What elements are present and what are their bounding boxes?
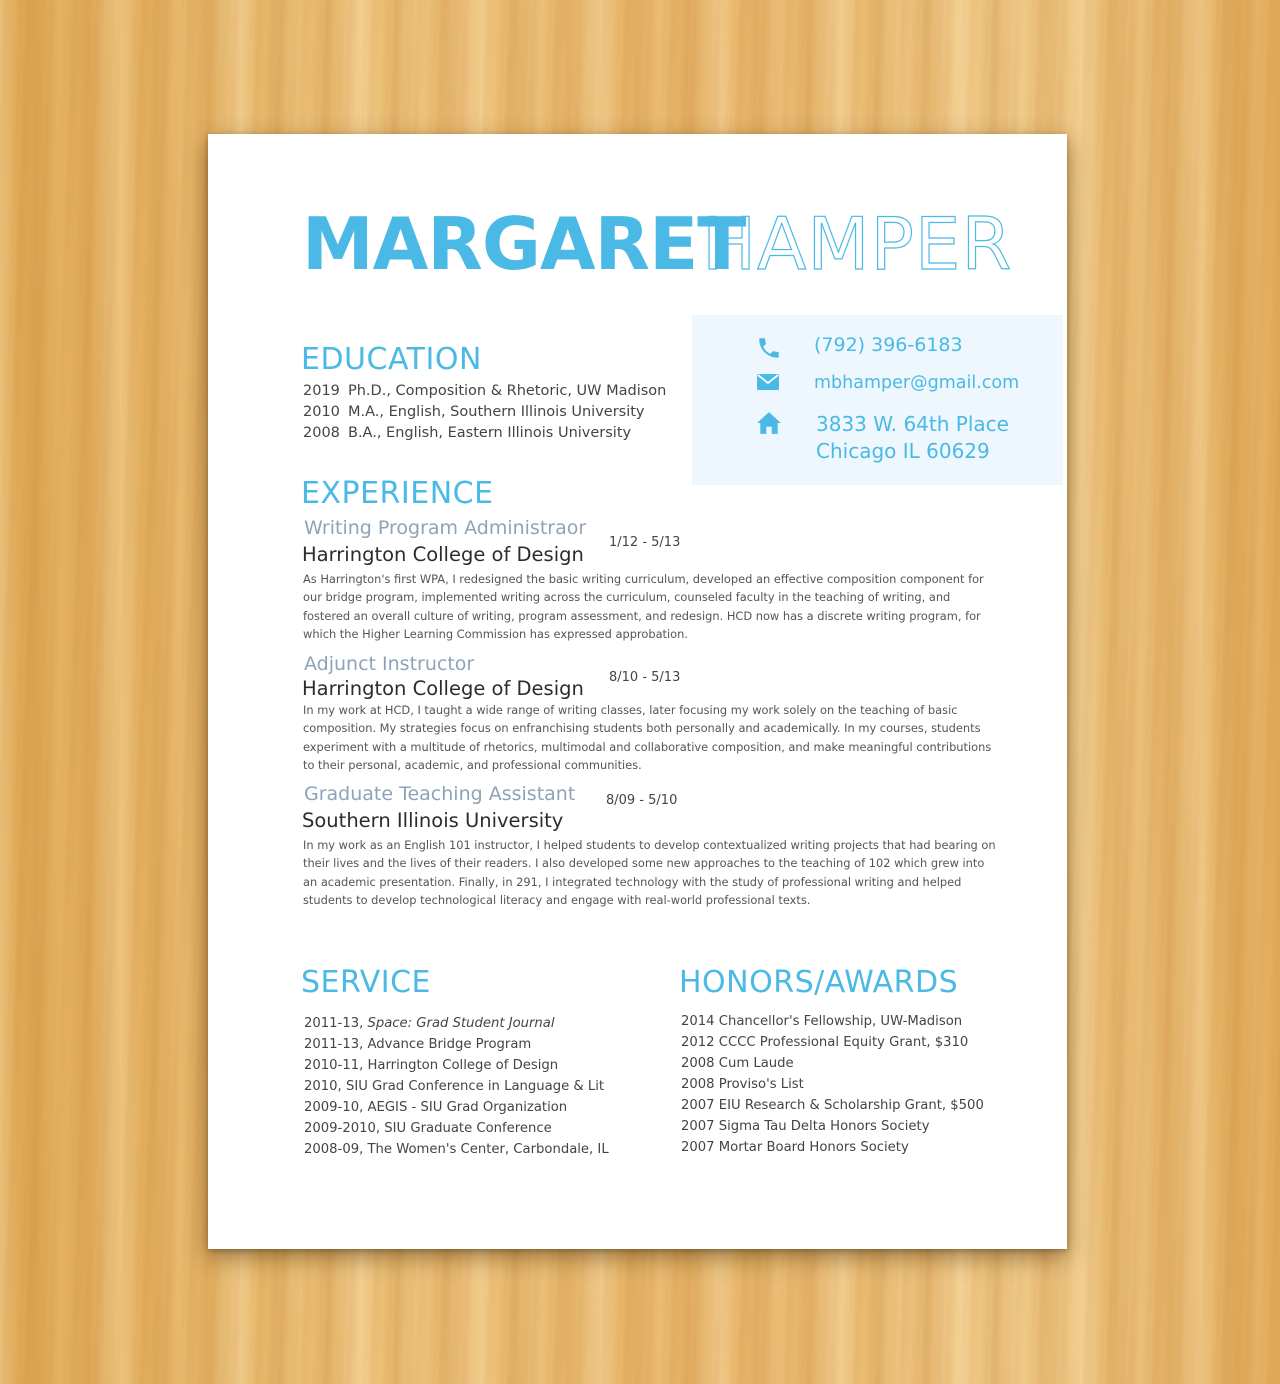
home-icon [756, 411, 782, 435]
job-organization: Southern Illinois University [302, 809, 564, 832]
job-dates: 8/09 - 5/10 [606, 793, 678, 808]
service-item: 2010-11, Harrington College of Design [304, 1058, 559, 1073]
job-description: In my work at HCD, I taught a wide range of writing classes, later focusing my work solely on the teaching of basic composition. My strategies focus on enfranchising students both personally and academically. In my courses, students experiment with a multitude of rhetorics, multimodal and collaborative composition, and make meaningful contributions to their personal, academic, and professional communities. [303, 703, 992, 773]
honors-list [681, 1011, 984, 1158]
service-item: 2009-10, AEGIS - SIU Grad Organization [304, 1100, 568, 1115]
job-dates: 1/12 - 5/13 [609, 535, 681, 550]
honors-item: 2007 EIU Research & Scholarship Grant, $500 [681, 1098, 984, 1113]
honors-item: 2012 CCCC Professional Equity Grant, $310 [681, 1035, 969, 1050]
education-heading: EDUCATION [301, 342, 482, 377]
education-item: 2010 M.A., English, Southern Illinois University [303, 404, 645, 420]
service-item: 2008-09, The Women's Center, Carbondale, IL [304, 1142, 609, 1157]
job-dates: 8/10 - 5/13 [609, 670, 681, 685]
job-title: Graduate Teaching Assistant [304, 783, 576, 805]
education-list [303, 381, 666, 444]
service-item: 2009-2010, SIU Graduate Conference [304, 1121, 552, 1136]
job-title: Writing Program Administraor [304, 517, 587, 539]
honors-item: 2014 Chancellor's Fellowship, UW-Madison [681, 1014, 963, 1029]
phone-number[interactable]: (792) 396-6183 [814, 334, 963, 356]
honors-item: 2008 Proviso's List [681, 1077, 804, 1092]
job-description: In my work as an English 101 instructor, I helped students to develop contextualized writing projects that had bearing on their lives and the lives of their readers. I also developed some new approaches to the teaching of 102 which grew into an academic presentation. Finally, in 291, I integrated technology with the study of professional writing and helped students to develop technological literacy and engage with real-world professional texts. [303, 838, 996, 908]
name-first: MARGARET [302, 202, 746, 286]
job-organization: Harrington College of Design [302, 677, 584, 700]
email-address[interactable]: mbhamper@gmail.com [814, 373, 1020, 393]
address-line-2: Chicago IL 60629 [816, 439, 990, 463]
service-item: 2011-13, Space: Grad Student Journal [304, 1016, 555, 1031]
contact-box [692, 315, 1063, 485]
education-item: 2019 Ph.D., Composition & Rhetoric, UW Madison [303, 383, 667, 399]
honors-heading: HONORS/AWARDS [679, 965, 959, 1000]
phone-icon [756, 335, 782, 361]
service-item: 2010, SIU Grad Conference in Language & Lit [304, 1079, 605, 1094]
job-title: Adjunct Instructor [304, 653, 475, 675]
email-icon [756, 372, 780, 392]
honors-item: 2007 Sigma Tau Delta Honors Society [681, 1119, 930, 1134]
name-last: HAMPER [702, 202, 1013, 286]
experience-heading: EXPERIENCE [301, 476, 494, 511]
address-line-1: 3833 W. 64th Place [816, 412, 1009, 436]
job-description: As Harrington's first WPA, I redesigned the basic writing curriculum, developed an effective composition component for our bridge program, implemented writing across the curriculum, counseled faculty in the teaching of writing, and fostered an overall culture of writing, program assessment, and redesign. HCD now has a discrete writing program, for which the Higher Learning Commission has expressed approbation. [303, 572, 984, 642]
honors-item: 2007 Mortar Board Honors Society [681, 1140, 909, 1155]
resume-page [208, 134, 1067, 1249]
service-item: 2011-13, Advance Bridge Program [304, 1037, 532, 1052]
service-list [304, 1013, 609, 1160]
job-organization: Harrington College of Design [302, 543, 584, 566]
service-heading: SERVICE [301, 965, 431, 1000]
education-item: 2008 B.A., English, Eastern Illinois University [303, 425, 632, 441]
honors-item: 2008 Cum Laude [681, 1056, 794, 1071]
